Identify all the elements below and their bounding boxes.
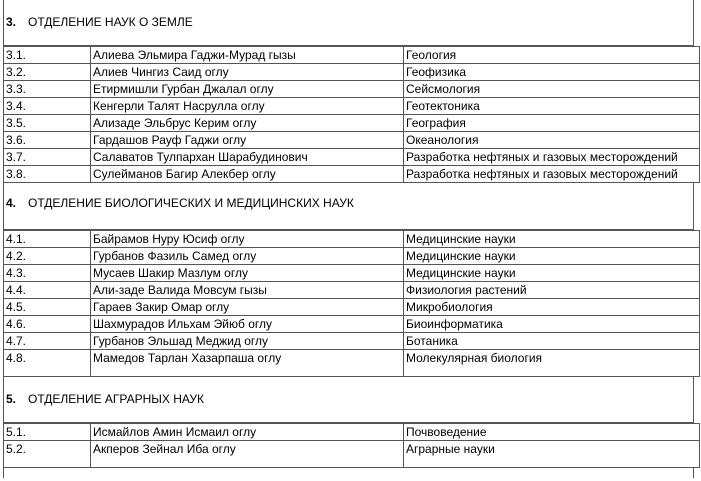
member-field: Медицинские науки	[404, 231, 700, 248]
member-name: Байрамов Нуру Юсиф оглу	[91, 231, 404, 248]
row-number: 5.1.	[4, 424, 91, 441]
row-number: 3.7.	[4, 149, 91, 166]
row-number: 4.7.	[4, 333, 91, 350]
section-rows	[3, 423, 700, 468]
row-number: 4.4.	[4, 282, 91, 299]
row-number: 3.4.	[4, 98, 91, 115]
table-row	[4, 231, 700, 248]
member-name: Алиев Чингиз Саид оглу	[91, 64, 404, 81]
member-name: Алиева Эльмира Гаджи-Мурад гызы	[91, 47, 404, 64]
row-number: 4.6.	[4, 316, 91, 333]
member-field: Физиология растений	[404, 282, 700, 299]
member-name: Ализаде Эльбрус Керим оглу	[91, 115, 404, 132]
row-number: 3.2.	[4, 64, 91, 81]
table-row	[4, 47, 700, 64]
row-number: 5.2.	[4, 441, 91, 468]
table-row	[4, 132, 700, 149]
members-table	[3, 0, 694, 478]
member-field: Микробиология	[404, 299, 700, 316]
member-field: Разработка нефтяных и газовых месторождений	[404, 166, 700, 183]
member-field: Геология	[404, 47, 700, 64]
table-row	[4, 98, 700, 115]
member-name: Кенгерли Талят Насрулла оглу	[91, 98, 404, 115]
member-field: Медицинские науки	[404, 248, 700, 265]
row-number: 4.8.	[4, 350, 91, 377]
table-row	[4, 282, 700, 299]
member-field: Ботаника	[404, 333, 700, 350]
row-number: 3.8.	[4, 166, 91, 183]
member-name: Гурбанов Эльшад Меджид оглу	[91, 333, 404, 350]
member-name: Етирмишли Гурбан Джалал оглу	[91, 81, 404, 98]
member-name: Шахмурадов Ильхам Эйюб оглу	[91, 316, 404, 333]
member-name: Гараев Закир Омар оглу	[91, 299, 404, 316]
table-row	[4, 149, 700, 166]
row-number: 3.5.	[4, 115, 91, 132]
section-rows	[3, 230, 700, 377]
member-name: Салаватов Тулпархан Шарабудинович	[91, 149, 404, 166]
member-field: Сейсмология	[404, 81, 700, 98]
member-field: География	[404, 115, 700, 132]
member-field: Аграрные науки	[404, 441, 700, 468]
row-number: 3.1.	[4, 47, 91, 64]
section-number: 3.	[6, 15, 17, 29]
table-row	[4, 299, 700, 316]
section-header	[3, 377, 694, 423]
member-name: Мусаев Шакир Мазлум оглу	[91, 265, 404, 282]
table-row	[4, 333, 700, 350]
section-number: 5.	[6, 392, 17, 406]
section-name: ОТДЕЛЕНИЕ НАУК О ЗЕМЛЕ	[28, 15, 193, 29]
member-field: Биоинформатика	[404, 316, 700, 333]
table-row	[4, 441, 700, 468]
row-number: 3.6.	[4, 132, 91, 149]
table-row	[4, 64, 700, 81]
table-row	[4, 166, 700, 183]
table-row	[4, 350, 700, 377]
member-field: Разработка нефтяных и газовых месторождений	[404, 149, 700, 166]
table-row	[4, 115, 700, 132]
member-field: Океанология	[404, 132, 700, 149]
member-name: Исмайлов Амин Исмаил оглу	[91, 424, 404, 441]
member-name: Сулейманов Багир Алекбер оглу	[91, 166, 404, 183]
member-name: Гардашов Рауф Гаджи оглу	[91, 132, 404, 149]
section-name: ОТДЕЛЕНИЕ БИОЛОГИЧЕСКИХ И МЕДИЦИНСКИХ НАУК	[28, 196, 354, 210]
member-name: Али-заде Валида Мовсум гызы	[91, 282, 404, 299]
section-header	[3, 183, 694, 230]
row-number: 4.3.	[4, 265, 91, 282]
table-row	[4, 81, 700, 98]
member-field: Молекулярная биология	[404, 350, 700, 377]
member-field: Медицинские науки	[404, 265, 700, 282]
next-section-stub	[3, 468, 694, 478]
row-number: 4.1.	[4, 231, 91, 248]
table-row	[4, 316, 700, 333]
row-number: 4.5.	[4, 299, 91, 316]
section-title	[6, 196, 354, 210]
member-field: Почвоведение	[404, 424, 700, 441]
section-rows	[3, 46, 700, 183]
section-name: ОТДЕЛЕНИЕ АГРАРНЫХ НАУК	[28, 392, 204, 406]
row-number: 4.2.	[4, 248, 91, 265]
section-header	[3, 0, 694, 46]
table-row	[4, 265, 700, 282]
section-title	[6, 15, 193, 29]
member-name: Акперов Зейнал Иба оглу	[91, 441, 404, 468]
member-field: Геотектоника	[404, 98, 700, 115]
member-field: Геофизика	[404, 64, 700, 81]
member-name: Гурбанов Фазиль Самед оглу	[91, 248, 404, 265]
table-row	[4, 424, 700, 441]
table-row	[4, 248, 700, 265]
section-title	[6, 392, 204, 406]
member-name: Мамедов Тарлан Хазарпаша оглу	[91, 350, 404, 377]
section-number: 4.	[6, 196, 17, 210]
row-number: 3.3.	[4, 81, 91, 98]
